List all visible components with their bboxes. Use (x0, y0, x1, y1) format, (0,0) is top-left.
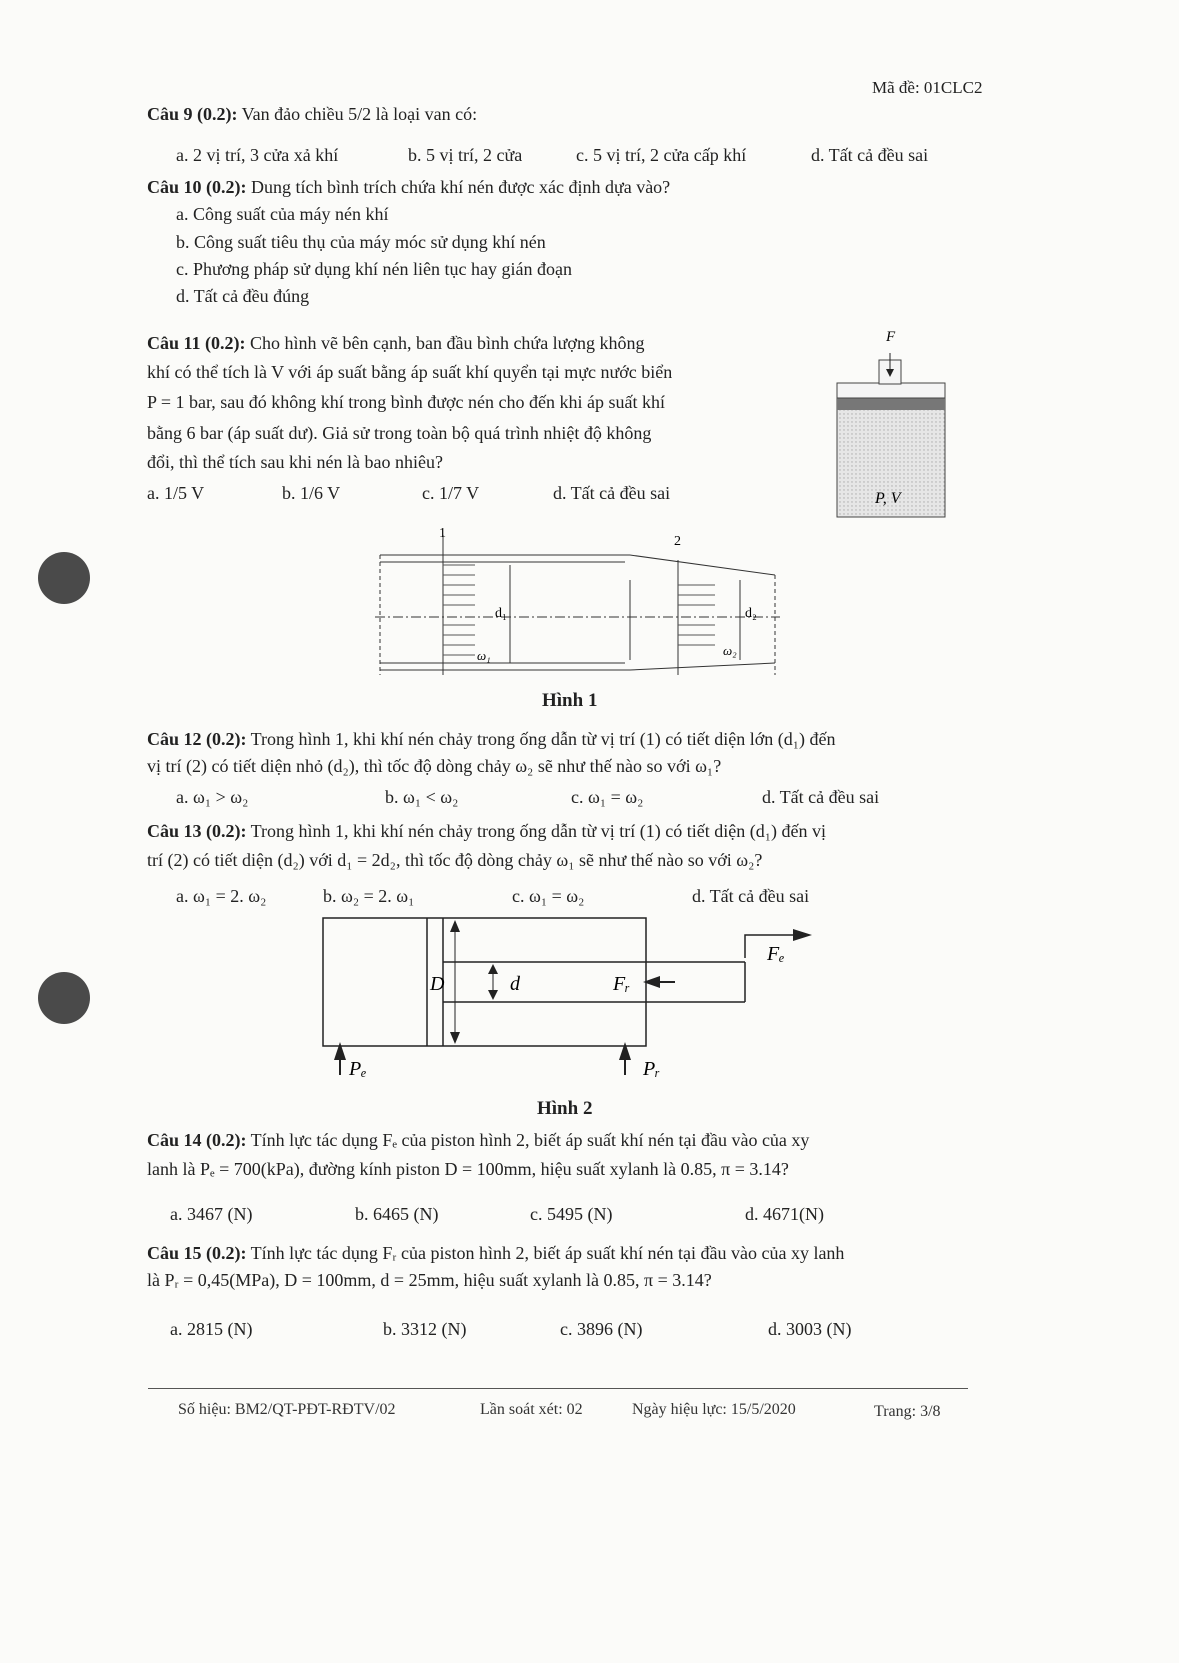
svg-text:Fᵣ: Fᵣ (613, 973, 631, 995)
svg-text:Fₑ: Fₑ (767, 943, 785, 965)
footer-revision: Lần soát xét: 02 (480, 1401, 583, 1418)
question-text: trí (2) có tiết diện (d₂) với d₁ = 2d₂, thì tốc độ dòng chảy ω₁ sẽ như thế nào so với ω₂? (147, 850, 763, 870)
question-10: Câu 10 (0.2): Dung tích bình trích chứa khí nén được xác định dựa vào? (147, 177, 671, 197)
question-13: Câu 13 (0.2): Trong hình 1, khi khí nén chảy trong ống dẫn từ vị trí (1) có tiết diện (d₁) đến vị (147, 821, 826, 841)
option: a. ω₁ = 2. ω₂ (176, 886, 267, 906)
option: a. 2 vị trí, 3 cửa xả khí (176, 145, 339, 165)
pipe-figure (375, 525, 785, 685)
question-text: khí có thể tích là V với áp suất bằng áp suất khí quyển tại mực nước biển (147, 362, 673, 382)
question-text: là Pᵣ = 0,45(MPa), D = 100mm, d = 25mm, hiệu suất xylanh là 0.85, π = 3.14? (147, 1270, 712, 1290)
figure-1-caption: Hình 1 (542, 690, 598, 711)
svg-text:1: 1 (439, 526, 446, 541)
question-12: Câu 12 (0.2): Trong hình 1, khi khí nén chảy trong ống dẫn từ vị trí (1) có tiết diện lớn (d₁) đến (147, 729, 836, 749)
question-text: P = 1 bar, sau đó không khí trong bình được nén cho đến khi áp suất khí (147, 392, 665, 412)
option: b. 1/6 V (282, 483, 341, 503)
svg-text:d₂: d₂ (745, 606, 757, 621)
option: d. Tất cả đều sai (811, 145, 929, 165)
option: a. 1/5 V (147, 483, 205, 503)
option: a. Công suất của máy nén khí (176, 204, 389, 224)
question-text: lanh là Pₑ = 700(kPa), đường kính piston D = 100mm, hiệu suất xylanh là 0.85, π = 3.14? (147, 1159, 789, 1179)
svg-text:Pₑ: Pₑ (349, 1058, 367, 1080)
option: b. ω₂ = 2. ω₁ (323, 886, 415, 906)
option: b. Công suất tiêu thụ của máy móc sử dụng khí nén (176, 232, 546, 252)
option: c. ω₁ = ω₂ (571, 787, 644, 807)
option: c. 5495 (N) (530, 1204, 613, 1224)
question-text: bằng 6 bar (áp suất dư). Giả sử trong toàn bộ quá trình nhiệt độ không (147, 423, 652, 443)
option: c. 1/7 V (422, 483, 480, 503)
footer-doc-id: Số hiệu: BM2/QT-PĐT-RĐTV/02 (178, 1401, 396, 1418)
footer-divider (148, 1388, 968, 1389)
svg-text:ω₂: ω₂ (723, 643, 737, 658)
option: d. 4671(N) (745, 1204, 824, 1224)
option: d. Tất cả đều sai (762, 787, 880, 807)
option: d. Tất cả đều sai (553, 483, 671, 503)
option: b. 3312 (N) (383, 1319, 467, 1339)
figure-2-caption: Hình 2 (537, 1098, 593, 1119)
svg-text:D: D (430, 973, 445, 995)
punch-hole (38, 552, 90, 604)
option: a. 3467 (N) (170, 1204, 253, 1224)
option: d. Tất cả đều đúng (176, 286, 310, 306)
question-15: Câu 15 (0.2): Tính lực tác dụng Fᵣ của piston hình 2, biết áp suất khí nén tại đầu vào của xy lanh (147, 1243, 845, 1263)
option: b. 6465 (N) (355, 1204, 439, 1224)
option: c. Phương pháp sử dụng khí nén liên tục hay gián đoạn (176, 259, 572, 279)
option: a. ω₁ > ω₂ (176, 787, 249, 807)
option: c. ω₁ = ω₂ (512, 886, 585, 906)
option: b. ω₁ < ω₂ (385, 787, 459, 807)
svg-text:d: d (510, 973, 520, 995)
svg-text:ω₁: ω₁ (477, 648, 491, 663)
svg-text:Pᵣ: Pᵣ (643, 1058, 661, 1080)
question-text: vị trí (2) có tiết diện nhỏ (d₂), thì tốc độ dòng chảy ω₂ sẽ như thế nào so với ω₁? (147, 756, 722, 776)
footer-page: Trang: 3/8 (874, 1403, 941, 1420)
force-label: F (886, 329, 896, 345)
svg-text:2: 2 (674, 534, 681, 549)
exam-code: Mã đề: 01CLC2 (872, 78, 983, 97)
question-11: Câu 11 (0.2): Cho hình vẽ bên cạnh, ban đầu bình chứa lượng không (147, 333, 645, 353)
question-9: Câu 9 (0.2): Van đảo chiều 5/2 là loại van có: (147, 104, 478, 124)
option: d. 3003 (N) (768, 1319, 852, 1339)
content-label: P, V (875, 490, 901, 507)
footer-effective-date: Ngày hiệu lực: 15/5/2020 (632, 1401, 796, 1418)
cylinder-figure (315, 910, 825, 1095)
option: d. Tất cả đều sai (692, 886, 810, 906)
option: a. 2815 (N) (170, 1319, 253, 1339)
question-text: đổi, thì thể tích sau khi nén là bao nhiêu? (147, 452, 443, 472)
question-14: Câu 14 (0.2): Tính lực tác dụng Fₑ của piston hình 2, biết áp suất khí nén tại đầu vào của xy (147, 1130, 810, 1150)
tank-figure (835, 325, 950, 520)
svg-text:d₁: d₁ (495, 606, 507, 621)
punch-hole (38, 972, 90, 1024)
option: b. 5 vị trí, 2 cửa (408, 145, 523, 165)
option: c. 3896 (N) (560, 1319, 643, 1339)
option: c. 5 vị trí, 2 cửa cấp khí (576, 145, 747, 165)
